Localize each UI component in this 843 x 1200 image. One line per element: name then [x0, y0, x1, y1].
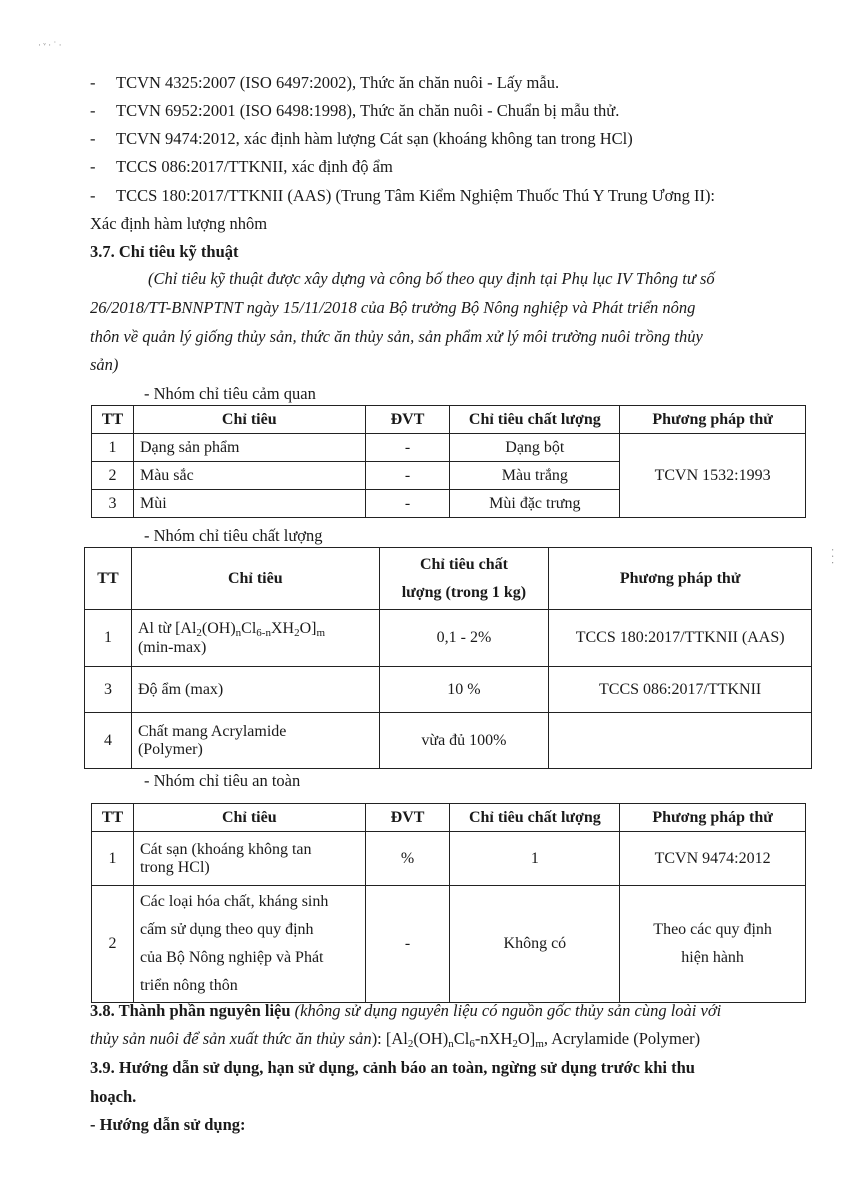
cell-value: vừa đủ 100%	[379, 713, 549, 769]
cell-name: Mùi	[133, 490, 365, 518]
section-3-8-line2	[90, 1029, 700, 1050]
cell-value: Mùi đặc trưng	[450, 490, 620, 518]
table-caption-quality: - Nhóm chỉ tiêu chất lượng	[144, 526, 323, 545]
cell-value: Không có	[450, 886, 620, 1003]
header-cell: TT	[85, 548, 132, 610]
ref-item: - TCCS 180:2017/TTKNII (AAS) (Trung Tâm Kiểm Nghiệm Thuốc Thú Y Trung Ương II):	[90, 186, 716, 205]
table-row	[85, 667, 812, 713]
table-header-row	[92, 406, 806, 434]
cell-method: TCCS 180:2017/TTKNII (AAS)	[549, 610, 812, 667]
text-part: hiện hành	[681, 949, 744, 966]
margin-scribble: · · ·	[826, 548, 838, 565]
text-part: Cát sạn (khoáng không tan	[139, 840, 312, 858]
section-heading-3-9-cont: hoạch.	[90, 1087, 137, 1106]
ref-text: TCCS 180:2017/TTKNII (AAS) (Trung Tâm Kiểm Nghiệm Thuốc Thú Y Trung Ương II):	[116, 186, 716, 205]
cell-tt: 3	[85, 667, 132, 713]
cell-name: Dạng sản phẩm	[133, 434, 365, 462]
safety-table	[91, 803, 806, 1003]
text-part: thủy sản nuôi để sản xuất thức ăn thủy sản	[90, 1029, 372, 1048]
subscript: n	[235, 626, 242, 639]
subscript: 6-n	[256, 626, 271, 639]
text-part: Chất mang Acrylamide	[137, 722, 287, 740]
text-part: cấm sử dụng theo quy định	[139, 921, 314, 938]
table-header-row	[92, 804, 806, 832]
cell-value: 10 %	[379, 667, 549, 713]
cell-name	[133, 886, 365, 1003]
text-part: của Bộ Nông nghiệp và Phát	[139, 949, 324, 966]
header-cell: Chỉ tiêu chất lượng	[450, 804, 620, 832]
intro-para-line: (Chỉ tiêu kỹ thuật được xây dựng và công bố theo quy định tại Phụ lục IV Thông tư số	[148, 269, 715, 288]
cell-value: 1	[450, 832, 620, 886]
text-part: O]	[299, 619, 317, 637]
header-cell: Phương pháp thử	[620, 804, 806, 832]
cell-value: Màu trắng	[450, 462, 620, 490]
text-part: (Polymer)	[137, 740, 203, 758]
cell-tt: 2	[92, 886, 134, 1003]
subscript: 6	[469, 1038, 475, 1050]
cell-value: Dạng bột	[450, 434, 620, 462]
header-cell-value	[379, 548, 549, 610]
sensory-table	[91, 405, 806, 518]
cell-tt: 2	[92, 462, 134, 490]
text-part: (OH)	[201, 619, 236, 637]
subscript: 2	[196, 626, 202, 639]
subscript: 2	[512, 1038, 518, 1050]
text-part: Cl	[241, 619, 257, 637]
cell-unit: %	[365, 832, 450, 886]
ref-text: TCVN 9474:2012, xác định hàm lượng Cát sạn (khoáng không tan trong HCl)	[116, 129, 633, 148]
ref-item: - TCVN 4325:2007 (ISO 6497:2002), Thức ăn chăn nuôi - Lấy mẫu.	[90, 73, 560, 92]
header-cell: ĐVT	[365, 804, 450, 832]
subscript: m	[316, 626, 326, 639]
subscript: m	[535, 1038, 544, 1050]
quality-table	[84, 547, 812, 769]
cell-tt: 1	[85, 610, 132, 667]
cell-tt: 1	[92, 832, 134, 886]
ref-item: - TCVN 6952:2001 (ISO 6498:1998), Thức ăn chăn nuôi - Chuẩn bị mẫu thử.	[90, 101, 620, 120]
section-3-8-line1	[90, 1001, 721, 1021]
intro-para-line: thôn về quản lý giống thủy sản, thức ăn thủy sản, sản phẩm xử lý môi trường nuôi trồng thủy	[90, 327, 703, 346]
intro-para-line: 26/2018/TT-BNNPTNT ngày 15/11/2018 của Bộ trưởng Bộ Nông nghiệp và Phát triển nông	[90, 298, 696, 317]
table-row	[92, 832, 806, 886]
ref-text: TCCS 086:2017/TTKNII, xác định độ ẩm	[116, 157, 393, 176]
cell-method: TCVN 1532:1993	[620, 434, 806, 518]
text-part: , Acrylamide (Polymer)	[543, 1029, 701, 1048]
header-cell: TT	[92, 804, 134, 832]
scan-specks: · ᵛ · ˙ ·	[38, 40, 62, 50]
intro-para-line: sản)	[90, 355, 119, 374]
text-part: triển nông thôn	[139, 977, 238, 994]
text-part: (không sử dụng nguyên liệu có nguồn gốc thủy sản cùng loài với	[294, 1001, 722, 1020]
cell-tt: 1	[92, 434, 134, 462]
header-cell: Chỉ tiêu chất lượng	[450, 406, 620, 434]
ref-text: TCVN 4325:2007 (ISO 6497:2002), Thức ăn chăn nuôi - Lấy mẫu.	[116, 73, 560, 92]
subscript: n	[448, 1038, 454, 1050]
text-part: XH	[270, 619, 295, 637]
header-line: lượng (trong 1 kg)	[401, 583, 527, 601]
cell-name	[131, 713, 379, 769]
table-row	[85, 713, 812, 769]
table-header-row	[85, 548, 812, 610]
text-part: Theo các quy định	[653, 921, 772, 938]
text-part: Cl	[453, 1029, 470, 1048]
text-part: -nXH	[474, 1029, 513, 1048]
subheading-usage: - Hướng dẫn sử dụng:	[90, 1115, 246, 1134]
text-part: (OH)	[413, 1029, 449, 1048]
cell-value: 0,1 - 2%	[379, 610, 549, 667]
text-part: Al từ [Al	[137, 619, 197, 637]
text-part: Các loại hóa chất, kháng sinh	[139, 893, 329, 910]
table-row	[92, 886, 806, 1003]
header-cell: Chỉ tiêu	[133, 804, 365, 832]
cell-method: TCCS 086:2017/TTKNII	[549, 667, 812, 713]
cell-unit: -	[365, 886, 450, 1003]
cell-method	[549, 713, 812, 769]
text-part: (min-max)	[137, 638, 207, 656]
header-line: Chỉ tiêu chất	[419, 555, 508, 573]
cell-name	[133, 832, 365, 886]
cell-tt: 4	[85, 713, 132, 769]
text-part: trong HCl)	[139, 858, 210, 876]
cell-unit: -	[365, 434, 450, 462]
cell-method	[620, 886, 806, 1003]
section-heading-3-8: 3.8. Thành phần nguyên liệu	[90, 1001, 291, 1020]
table-caption-safety: - Nhóm chỉ tiêu an toàn	[144, 771, 301, 790]
table-caption-sensory: - Nhóm chỉ tiêu cảm quan	[144, 384, 316, 403]
cell-name: Độ ẩm (max)	[131, 667, 379, 713]
ref-item: - TCVN 9474:2012, xác định hàm lượng Cát sạn (khoáng không tan trong HCl)	[90, 129, 633, 148]
header-cell: Chỉ tiêu	[133, 406, 365, 434]
subscript: 2	[407, 1038, 414, 1050]
ref-text: TCVN 6952:2001 (ISO 6498:1998), Thức ăn chăn nuôi - Chuẩn bị mẫu thử.	[116, 101, 620, 120]
ref-continuation: Xác định hàm lượng nhôm	[90, 214, 268, 233]
cell-name	[131, 610, 379, 667]
header-cell: ĐVT	[365, 406, 450, 434]
text-part: ): [Al	[371, 1029, 408, 1048]
ref-item: - TCCS 086:2017/TTKNII, xác định độ ẩm	[90, 157, 393, 176]
section-heading-3-7: 3.7. Chỉ tiêu kỹ thuật	[90, 242, 239, 261]
cell-unit: -	[365, 462, 450, 490]
subscript: 2	[294, 626, 300, 639]
cell-name: Màu sắc	[133, 462, 365, 490]
text-part: O]	[517, 1029, 536, 1048]
header-cell: TT	[92, 406, 134, 434]
cell-unit: -	[365, 490, 450, 518]
section-heading-3-9: 3.9. Hướng dẫn sử dụng, hạn sử dụng, cảnh báo an toàn, ngừng sử dụng trước khi thu	[90, 1058, 695, 1077]
header-cell: Chỉ tiêu	[131, 548, 379, 610]
table-row	[85, 610, 812, 667]
table-row	[92, 434, 806, 462]
header-cell: Phương pháp thử	[620, 406, 806, 434]
cell-tt: 3	[92, 490, 134, 518]
header-cell: Phương pháp thử	[549, 548, 812, 610]
cell-method: TCVN 9474:2012	[620, 832, 806, 886]
